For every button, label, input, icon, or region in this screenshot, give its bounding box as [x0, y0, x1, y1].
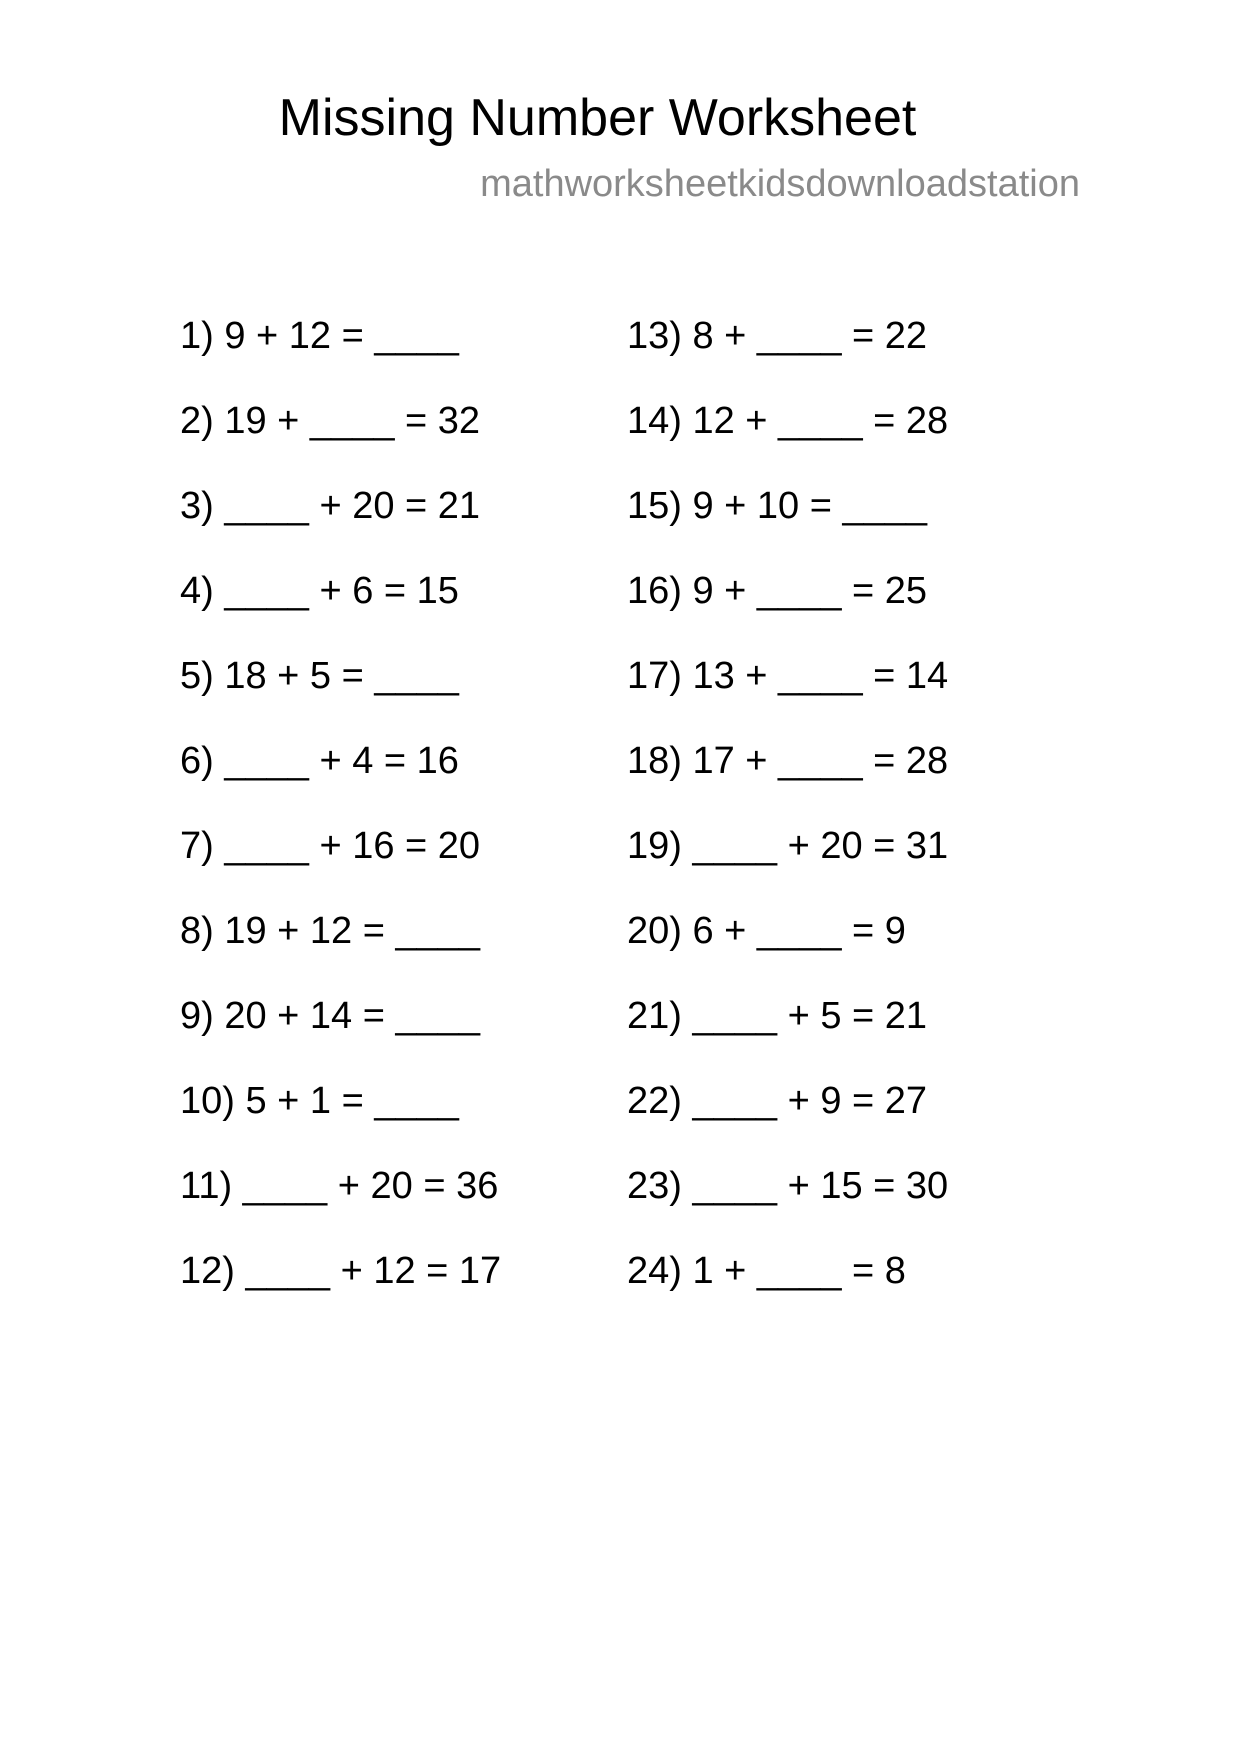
problem-2: 2) 19 + ____ = 32 — [180, 400, 481, 442]
problem-11: 11) ____ + 20 = 36 — [180, 1165, 499, 1207]
problem-24: 24) 1 + ____ = 8 — [627, 1250, 906, 1292]
problem-15: 15) 9 + 10 = ____ — [627, 485, 928, 527]
problem-12: 12) ____ + 12 = 17 — [180, 1250, 502, 1292]
problem-16: 16) 9 + ____ = 25 — [627, 570, 928, 612]
problem-14: 14) 12 + ____ = 28 — [627, 400, 949, 442]
problem-10: 10) 5 + 1 = ____ — [180, 1080, 459, 1122]
problem-7: 7) ____ + 16 = 20 — [180, 825, 481, 867]
problem-21: 21) ____ + 5 = 21 — [627, 995, 928, 1037]
problem-20: 20) 6 + ____ = 9 — [627, 910, 906, 952]
problem-13: 13) 8 + ____ = 22 — [627, 315, 928, 357]
problem-3: 3) ____ + 20 = 21 — [180, 485, 481, 527]
problem-1: 1) 9 + 12 = ____ — [180, 315, 459, 357]
problem-5: 5) 18 + 5 = ____ — [180, 655, 459, 697]
problem-23: 23) ____ + 15 = 30 — [627, 1165, 949, 1207]
problem-8: 8) 19 + 12 = ____ — [180, 910, 481, 952]
problem-6: 6) ____ + 4 = 16 — [180, 740, 459, 782]
problem-9: 9) 20 + 14 = ____ — [180, 995, 481, 1037]
page-title: Missing Number Worksheet — [278, 89, 917, 147]
problem-17: 17) 13 + ____ = 14 — [627, 655, 949, 697]
problem-4: 4) ____ + 6 = 15 — [180, 570, 459, 612]
problem-19: 19) ____ + 20 = 31 — [627, 825, 949, 867]
problem-column-left — [180, 310, 501, 1330]
site-watermark: mathworksheetkidsdownloadstation — [480, 163, 1080, 205]
problem-18: 18) 17 + ____ = 28 — [627, 740, 949, 782]
problem-column-right — [627, 310, 948, 1330]
problem-22: 22) ____ + 9 = 27 — [627, 1080, 928, 1122]
